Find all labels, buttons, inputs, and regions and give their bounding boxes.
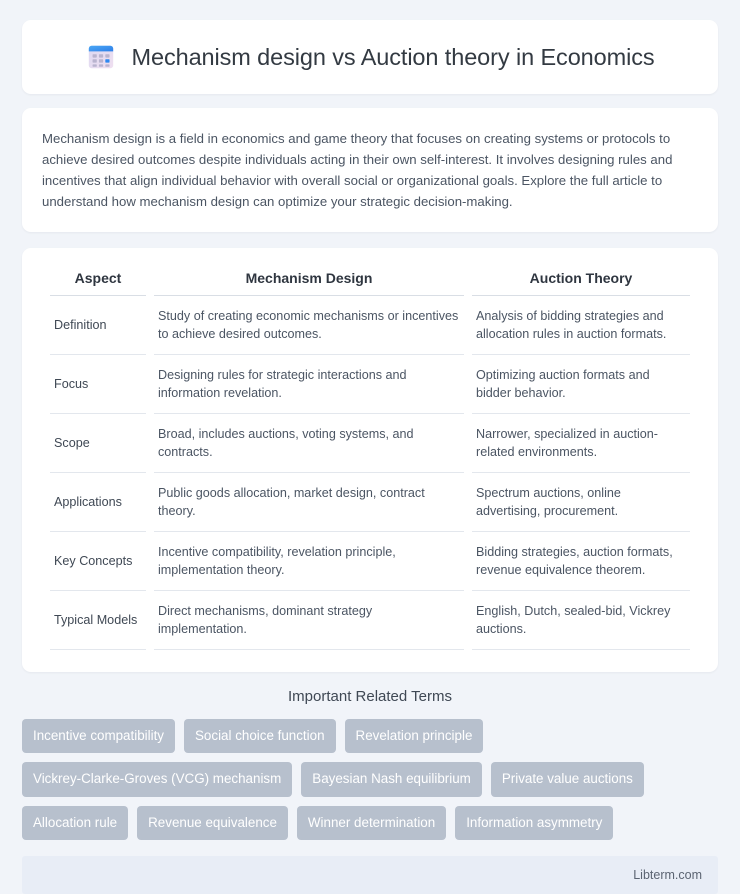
related-terms-heading: Important Related Terms [288,688,452,705]
cell-mechanism-design: Broad, includes auctions, voting systems, and contracts. [154,414,464,473]
cell-auction-theory: Optimizing auction formats and bidder behavior. [472,355,690,414]
table-header-row [50,266,690,296]
cell-aspect: Applications [50,473,146,532]
related-term-tag[interactable]: Revenue equivalence [137,806,288,840]
footer-bar [22,856,718,894]
table-body [50,296,690,650]
cell-auction-theory: Spectrum auctions, online advertising, procurement. [472,473,690,532]
footer-site-name: Libterm.com [633,868,702,883]
table-row [50,355,690,414]
table-head [50,266,690,296]
spreadsheet-icon [86,42,116,72]
description-card [22,108,718,232]
table-row [50,532,690,591]
cell-aspect: Definition [50,296,146,355]
table-row [50,296,690,355]
related-term-tag[interactable]: Incentive compatibility [22,719,175,753]
related-term-tag[interactable]: Allocation rule [22,806,128,840]
cell-auction-theory: English, Dutch, sealed-bid, Vickrey auctions. [472,591,690,650]
related-term-tag[interactable]: Information asymmetry [455,806,613,840]
cell-auction-theory: Bidding strategies, auction formats, revenue equivalence theorem. [472,532,690,591]
cell-aspect: Scope [50,414,146,473]
related-term-tag[interactable]: Winner determination [297,806,446,840]
table-row [50,473,690,532]
table-row [50,591,690,650]
related-term-tag[interactable]: Private value auctions [491,762,644,796]
table-row [50,414,690,473]
cell-aspect: Key Concepts [50,532,146,591]
related-term-tag[interactable]: Social choice function [184,719,336,753]
comparison-table-card [22,248,718,672]
description-text: Mechanism design is a field in economics and game theory that focuses on creating systems or protocols to achieve desired outcomes despite individuals acting in their own self-interest. It involves designing rules and incentives that align individual behavior with overall social or organizational goals. Explore the full article to understand how mechanism design can optimize your strategic decision-making. [42,131,673,209]
page-title: Mechanism design vs Auction theory in Economics [131,43,655,70]
column-header-auction-theory: Auction Theory [472,266,690,296]
comparison-table [42,266,698,650]
related-term-tag[interactable]: Bayesian Nash equilibrium [301,762,482,796]
header-card [22,20,718,94]
cell-mechanism-design: Public goods allocation, market design, contract theory. [154,473,464,532]
column-header-mechanism-design: Mechanism Design [154,266,464,296]
cell-auction-theory: Narrower, specialized in auction-related environments. [472,414,690,473]
related-terms-tag-list [22,719,718,840]
related-term-tag[interactable]: Revelation principle [345,719,484,753]
cell-mechanism-design: Incentive compatibility, revelation principle, implementation theory. [154,532,464,591]
cell-aspect: Typical Models [50,591,146,650]
cell-aspect: Focus [50,355,146,414]
cell-auction-theory: Analysis of bidding strategies and allocation rules in auction formats. [472,296,690,355]
related-term-tag[interactable]: Vickrey-Clarke-Groves (VCG) mechanism [22,762,292,796]
cell-mechanism-design: Designing rules for strategic interactions and information revelation. [154,355,464,414]
header-inner [86,42,655,72]
column-header-aspect: Aspect [50,266,146,296]
related-terms-section [22,688,718,840]
cell-mechanism-design: Direct mechanisms, dominant strategy implementation. [154,591,464,650]
cell-mechanism-design: Study of creating economic mechanisms or incentives to achieve desired outcomes. [154,296,464,355]
